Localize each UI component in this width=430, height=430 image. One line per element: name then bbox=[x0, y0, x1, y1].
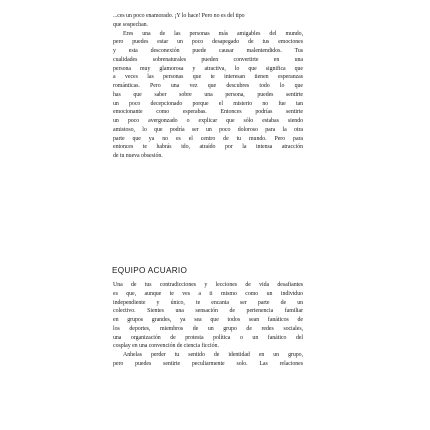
text-line: y esta desconexión puede causar malentendidos. Tus bbox=[113, 48, 303, 54]
text-line: un poco decepcionado porque el misterio no fue tan bbox=[113, 100, 303, 107]
text-line: Anhelas perder tu sentido de identidad en un grupo, bbox=[123, 352, 303, 358]
text-line: entonces te habrás ido, atraído por la intensa atracción bbox=[113, 144, 303, 151]
text-line: amistoso, lo que podría ser un poco doloroso para la otra bbox=[113, 126, 303, 133]
text-line: románticas. Pero una vez que descubres todo lo que bbox=[113, 83, 303, 89]
text-line: a veces las personas que te interesan tienen esperanzas bbox=[113, 74, 303, 81]
text-line: cualidades sobrenaturales pueden convertirte en una bbox=[113, 56, 303, 63]
text-line: una organización de protesta política o un fanático del bbox=[113, 334, 303, 341]
text-line: pero puedes estar un poco desapegado de tus emociones bbox=[113, 39, 303, 46]
text-line: pero puedes sentirte peculiarmente solo. Las relaciones bbox=[113, 360, 303, 367]
text-line: de tu nueva obsesión. bbox=[113, 153, 163, 159]
text-line: ...ces un poco enamorado. ¡Y lo hace! Pero no es del tipo bbox=[113, 13, 245, 19]
text-line: persona muy glamorosa y atractiva, lo que significa que bbox=[113, 65, 303, 72]
text-line: que sospechan. bbox=[113, 21, 148, 28]
text-line: es que, aunque te ves a ti mismo como un individuo bbox=[113, 290, 303, 297]
text-line: Una de tus contradicciones y lecciones de vida desafiantes bbox=[113, 282, 303, 288]
text-section-bottom bbox=[113, 281, 303, 369]
text-line: los deportes, miembros de un grupo de redes sociales, bbox=[113, 325, 303, 332]
text-line: has que saber sobre una persona, puedes sentirte bbox=[113, 91, 303, 98]
section-heading: EQUIPO ACUARIO bbox=[112, 266, 188, 275]
text-line: parte que ya no es el centro de tu mundo. Pero para bbox=[113, 135, 303, 142]
text-line: un poco avergonzado o explicar que sólo estabas siendo bbox=[113, 118, 303, 124]
text-line: independiente y único, te encanta ser parte de un bbox=[113, 299, 303, 306]
text-line: en grupos grandes, ya sea que todos sean fanáticos de bbox=[113, 317, 303, 323]
text-line: cosplay en una convención de ciencia ficción. bbox=[113, 343, 219, 350]
text-section-top bbox=[113, 12, 303, 161]
text-line: colectivo. Sientes una sensación de pertenencia familiar bbox=[113, 308, 303, 315]
text-line: emocionante como esperabas. Entonces podrías sentirte bbox=[113, 109, 303, 116]
text-line: Eres una de las personas más amigables del mundo, bbox=[123, 30, 303, 37]
